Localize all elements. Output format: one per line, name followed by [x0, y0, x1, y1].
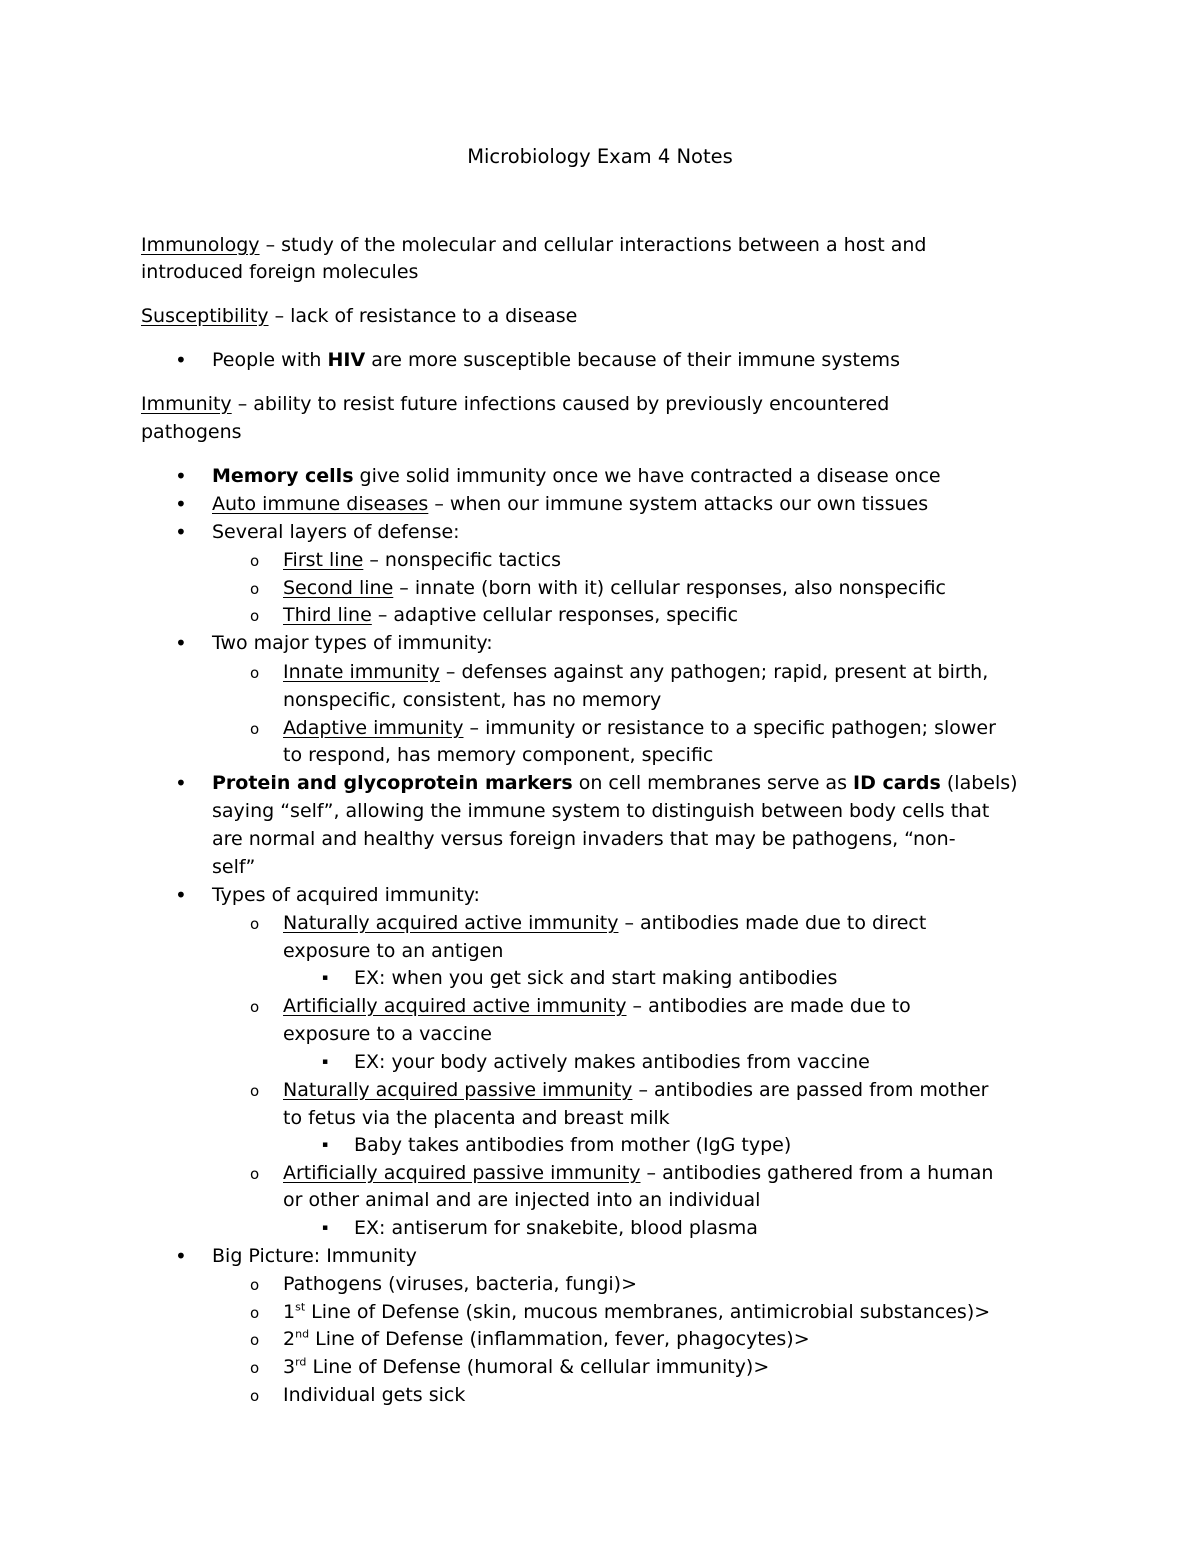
acquired-bullet: Types of acquired immunity:: [212, 884, 480, 906]
sub-bullet-marker: o: [250, 998, 260, 1016]
bullet-marker: •: [175, 520, 187, 544]
markers-bullet-cont: saying “self”, allowing the immune system to distinguish between body cells that: [212, 800, 990, 822]
layers-bullet: Several layers of defense:: [212, 521, 460, 543]
pathogens-item: Pathogens (viruses, bacteria, fungi)>: [283, 1273, 637, 1295]
sub-bullet-marker: o: [250, 1165, 260, 1183]
example-item: EX: your body actively makes antibodies from vaccine: [354, 1051, 870, 1073]
two-types-bullet: Two major types of immunity:: [212, 632, 493, 654]
individual-sick-item: Individual gets sick: [283, 1384, 466, 1406]
bullet-marker: •: [175, 1244, 187, 1268]
bullet-marker: •: [175, 348, 187, 372]
artificially-active-cont: exposure to a vaccine: [283, 1023, 492, 1045]
markers-bullet-cont: are normal and healthy versus foreign invaders that may be pathogens, “non-: [212, 828, 956, 850]
innate-immunity-cont: nonspecific, consistent, has no memory: [283, 689, 662, 711]
naturally-passive-cont: to fetus via the placenta and breast milk: [283, 1107, 670, 1129]
term-immunology: Immunology: [141, 234, 260, 256]
first-line-item: First line – nonspecific tactics: [283, 549, 562, 571]
markers-bullet: Protein and glycoprotein markers on cell membranes serve as ID cards (labels): [212, 772, 1018, 794]
sub-sub-bullet-marker: ▪: [322, 1223, 329, 1233]
susceptibility-definition: Susceptibility – lack of resistance to a disease: [141, 305, 578, 327]
bullet-marker: •: [175, 631, 187, 655]
second-line-item: Second line – innate (born with it) cellular responses, also nonspecific: [283, 577, 946, 599]
term-immunity: Immunity: [141, 393, 232, 415]
example-item: EX: when you get sick and start making antibodies: [354, 967, 838, 989]
immunity-definition: Immunity – ability to resist future infections caused by previously encountered: [141, 393, 890, 415]
sub-bullet-marker: o: [250, 552, 260, 570]
adaptive-immunity-item: Adaptive immunity – immunity or resistance to a specific pathogen; slower: [283, 717, 996, 739]
sub-bullet-marker: o: [250, 1276, 260, 1294]
sub-sub-bullet-marker: ▪: [322, 973, 329, 983]
third-line-item: Third line – adaptive cellular responses, specific: [283, 604, 739, 626]
sub-sub-bullet-marker: ▪: [322, 1057, 329, 1067]
sub-bullet-marker: o: [250, 1331, 260, 1349]
bullet-marker: •: [175, 464, 187, 488]
bullet-marker: •: [175, 492, 187, 516]
term-susceptibility: Susceptibility: [141, 305, 269, 327]
sub-bullet-marker: o: [250, 664, 260, 682]
artificially-active-item: Artificially acquired active immunity – antibodies are made due to: [283, 995, 911, 1017]
autoimmune-bullet: Auto immune diseases – when our immune system attacks our own tissues: [212, 493, 929, 515]
markers-bullet-cont: self”: [212, 856, 256, 878]
memory-cells-bullet: Memory cells give solid immunity once we have contracted a disease once: [212, 465, 941, 487]
big-picture-bullet: Big Picture: Immunity: [212, 1245, 417, 1267]
sub-bullet-marker: o: [250, 720, 260, 738]
example-item: Baby takes antibodies from mother (IgG type): [354, 1134, 792, 1156]
naturally-active-item: Naturally acquired active immunity – antibodies made due to direct: [283, 912, 927, 934]
adaptive-immunity-cont: to respond, has memory component, specific: [283, 744, 714, 766]
immunity-definition-cont: pathogens: [141, 421, 242, 443]
naturally-active-cont: exposure to an antigen: [283, 940, 504, 962]
sub-bullet-marker: o: [250, 1082, 260, 1100]
sub-bullet-marker: o: [250, 1359, 260, 1377]
example-item: EX: antiserum for snakebite, blood plasma: [354, 1217, 758, 1239]
third-line-defense-item: 3rd Line of Defense (humoral & cellular immunity)>: [283, 1355, 770, 1378]
artificially-passive-item: Artificially acquired passive immunity – antibodies gathered from a human: [283, 1162, 994, 1184]
immunology-definition: Immunology – study of the molecular and cellular interactions between a host and: [141, 234, 927, 256]
second-line-defense-item: 2nd Line of Defense (inflammation, fever, phagocytes)>: [283, 1327, 810, 1350]
sub-bullet-marker: o: [250, 580, 260, 598]
immunology-definition-cont: introduced foreign molecules: [141, 261, 419, 283]
page-title: Microbiology Exam 4 Notes: [467, 145, 733, 168]
sub-bullet-marker: o: [250, 915, 260, 933]
hiv-bullet: People with HIV are more susceptible because of their immune systems: [212, 349, 900, 371]
first-line-defense-item: 1st Line of Defense (skin, mucous membranes, antimicrobial substances)>: [283, 1300, 991, 1323]
naturally-passive-item: Naturally acquired passive immunity – antibodies are passed from mother: [283, 1079, 989, 1101]
bullet-marker: •: [175, 771, 187, 795]
bullet-marker: •: [175, 883, 187, 907]
sub-bullet-marker: o: [250, 1304, 260, 1322]
innate-immunity-item: Innate immunity – defenses against any pathogen; rapid, present at birth,: [283, 661, 989, 683]
sub-bullet-marker: o: [250, 607, 260, 625]
artificially-passive-cont: or other animal and are injected into an individual: [283, 1189, 761, 1211]
sub-bullet-marker: o: [250, 1387, 260, 1405]
sub-sub-bullet-marker: ▪: [322, 1140, 329, 1150]
